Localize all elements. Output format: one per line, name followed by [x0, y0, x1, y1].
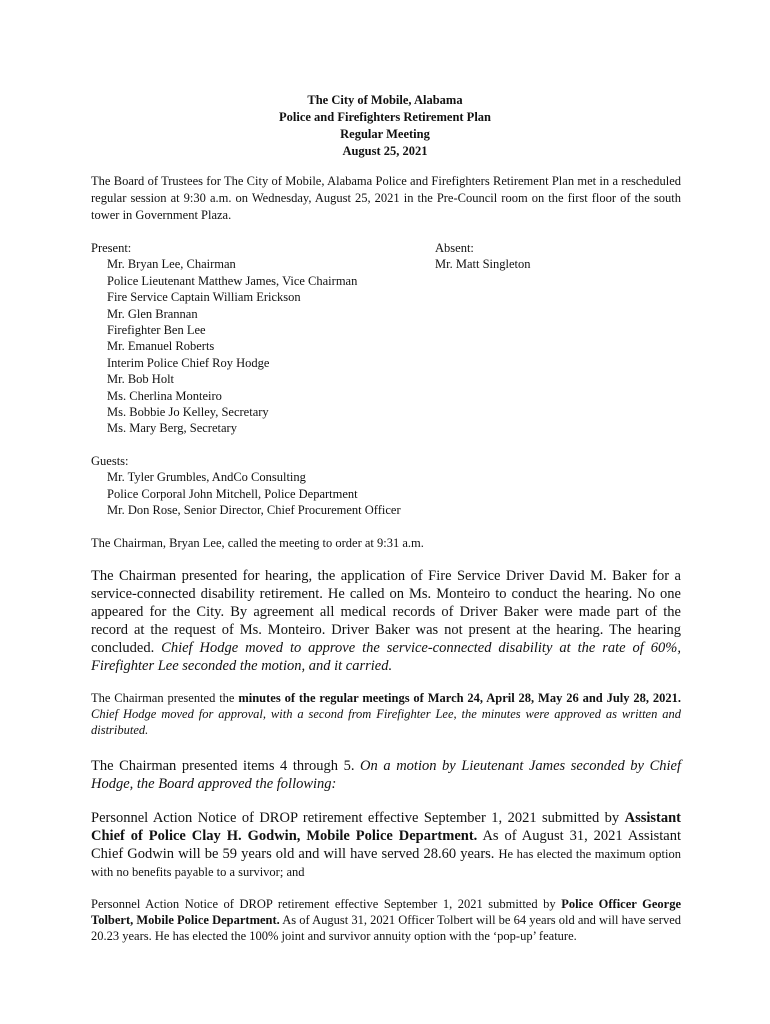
- present-member: Fire Service Captain William Erickson: [107, 290, 301, 305]
- header-meeting-type: Regular Meeting: [340, 127, 430, 141]
- present-member: Mr. Glen Brannan: [107, 306, 198, 321]
- present-member: Mr. Bob Holt: [107, 372, 175, 387]
- notice-godwin-rest: As of August 31, 2021 Assistant Chief Godwin will be 59 years old and will have served 28.60 years.: [91, 828, 681, 862]
- call-to-order: The Chairman, Bryan Lee, called the meeting to order at 9:31 a.m.: [91, 536, 424, 550]
- absent-member: Mr. Matt Singleton: [435, 257, 531, 272]
- present-member: Interim Police Chief Roy Hodge: [107, 355, 270, 370]
- guest-member: Mr. Don Rose, Senior Director, Chief Procurement Officer: [107, 503, 401, 518]
- document-header: [0, 92, 770, 160]
- guests-list: [91, 453, 401, 519]
- header-plan: Police and Firefighters Retirement Plan: [279, 110, 491, 124]
- notice-godwin-name: Assistant Chief of Police Clay H. Godwin, Mobile Police Department.: [91, 810, 681, 844]
- hearing-motion: Chief Hodge moved to approve the service-connected disability at the rate of 60%, Firefighter Lee seconded the motion, and it carried.: [91, 640, 681, 674]
- header-date: August 25, 2021: [342, 144, 428, 158]
- guest-member: Police Corporal John Mitchell, Police Department: [107, 486, 358, 501]
- notice-godwin-lead: Personnel Action Notice of DROP retirement effective September 1, 2021 submitted by: [91, 810, 625, 826]
- present-list: [91, 240, 357, 437]
- present-member: Ms. Mary Berg, Secretary: [107, 421, 237, 436]
- items-motion: On a motion by Lieutenant James seconded by Chief Hodge, the Board approved the following:: [91, 758, 681, 792]
- present-member: Mr. Emanuel Roberts: [107, 339, 215, 354]
- notice-godwin-tail: He has elected the maximum option with no benefits payable to a survivor; and: [91, 847, 681, 879]
- minutes-motion: Chief Hodge moved for approval, with a second from Firefighter Lee, the minutes were approved as written and distributed.: [91, 707, 681, 737]
- hearing-text: The Chairman presented for hearing, the application of Fire Service Driver David M. Baker for a service-connected disability retirement. He called on Ms. Monteiro to conduct the hearing. No one appeared for the City. By agreement all medical records of Driver Baker were made part of the record at the request of Ms. Monteiro. Driver Baker was not present at the hearing. The hearing concluded.: [91, 568, 681, 656]
- notice-tolbert-rest: As of August 31, 2021 Officer Tolbert will be 64 years old and will have served 20.23 years. He has elected the 100% joint and survivor annuity option with the ‘pop-up’ feature.: [91, 913, 681, 943]
- present-member: Police Lieutenant Matthew James, Vice Chairman: [107, 273, 358, 288]
- notice-tolbert-lead: Personnel Action Notice of DROP retirement effective September 1, 2021 submitted by: [91, 897, 562, 911]
- absent-label: Absent:: [435, 241, 474, 255]
- items-paragraph: [91, 757, 681, 793]
- present-member: Ms. Cherlina Monteiro: [107, 388, 222, 403]
- items-lead: The Chairman presented items 4 through 5.: [91, 758, 361, 774]
- minutes-paragraph: [91, 690, 681, 738]
- present-member: Mr. Bryan Lee, Chairman: [107, 257, 236, 272]
- absent-list: [435, 240, 531, 273]
- present-member: Ms. Bobbie Jo Kelley, Secretary: [107, 405, 269, 420]
- minutes-bold: minutes of the regular meetings of March 24, April 28, May 26 and July 28, 2021.: [238, 691, 681, 705]
- present-member: Firefighter Ben Lee: [107, 323, 206, 338]
- present-label: Present:: [91, 241, 132, 255]
- guest-member: Mr. Tyler Grumbles, AndCo Consulting: [107, 470, 306, 485]
- header-city: The City of Mobile, Alabama: [307, 93, 463, 107]
- notice-godwin: [91, 809, 681, 881]
- intro-paragraph: The Board of Trustees for The City of Mobile, Alabama Police and Firefighters Retirement Plan met in a rescheduled regular session at 9:30 a.m. on Wednesday, August 25, 2021 in the Pre-Council room on the first floor of the south tower in Government Plaza.: [91, 174, 681, 222]
- notice-tolbert-name: Police Officer George Tolbert, Mobile Police Department.: [91, 897, 681, 927]
- guests-label: Guests:: [91, 454, 129, 468]
- notice-tolbert: [91, 896, 681, 944]
- minutes-lead: The Chairman presented the: [91, 691, 239, 705]
- hearing-paragraph: [91, 567, 681, 675]
